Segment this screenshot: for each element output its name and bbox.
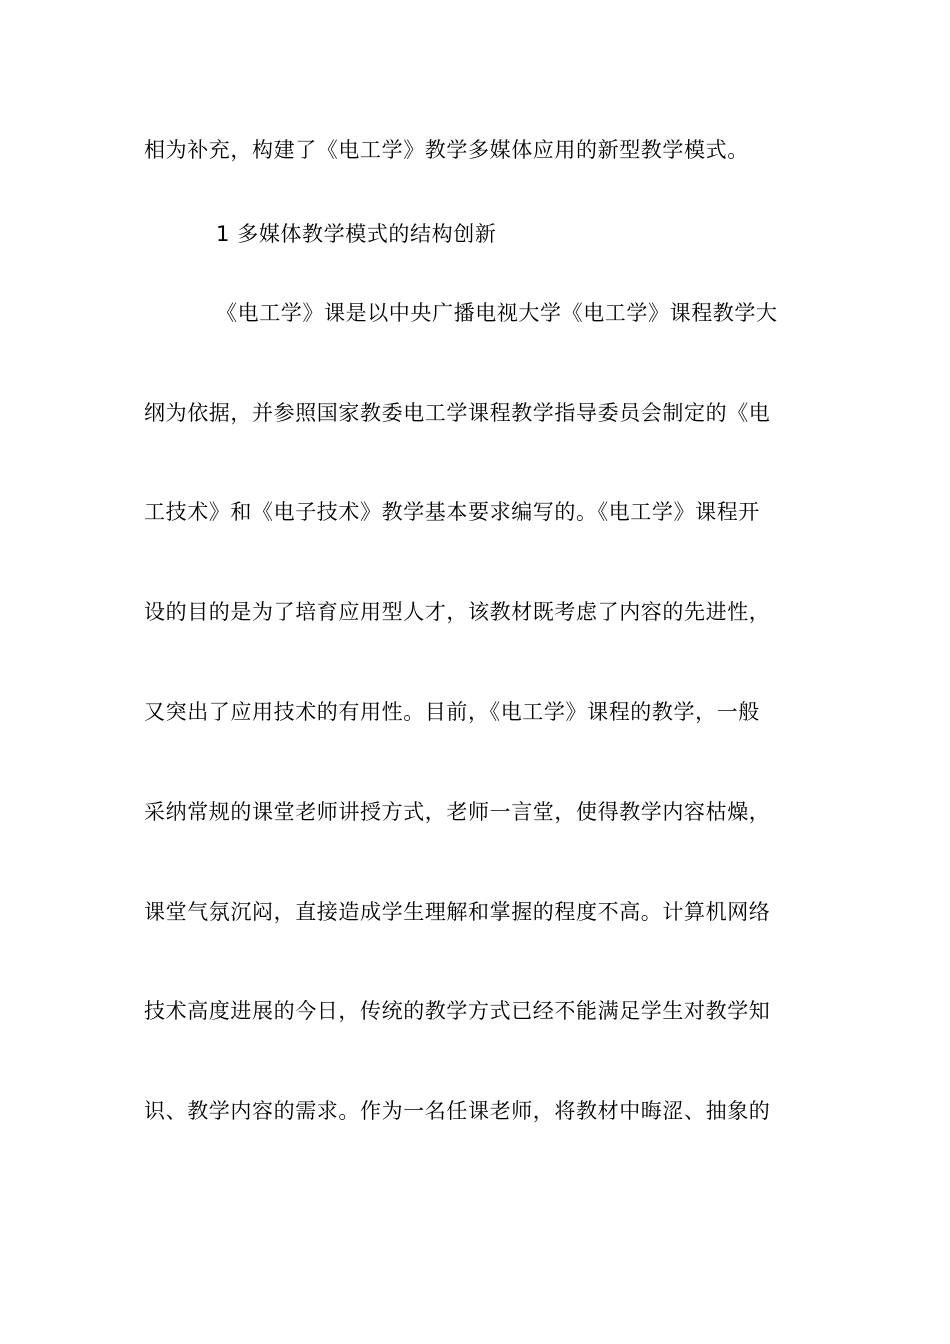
paragraph-line-7: 采纳常规的课堂老师讲授方式，老师一言堂，使得教学内容枯燥，	[144, 800, 771, 824]
section-heading: 1 多媒体教学模式的结构创新	[216, 222, 497, 246]
paragraph-line-9: 技术高度进展的今日，传统的教学方式已经不能满足学生对教学知	[144, 999, 771, 1023]
paragraph-line-4: 工技术》和《电子技术》教学基本要求编写的。《电工学》课程开	[144, 500, 760, 524]
paragraph-line-8: 课堂气氛沉闷，直接造成学生理解和掌握的程度不高。计算机网络	[144, 900, 771, 924]
paragraph-line-2: 《电工学》课是以中央广播电视大学《电工学》课程教学大	[216, 301, 778, 325]
paragraph-line-3: 纲为依据，并参照国家教委电工学课程教学指导委员会制定的《电	[144, 401, 771, 425]
paragraph-line-6: 又突出了应用技术的有用性。目前，《电工学》课程的教学，一般	[144, 700, 760, 724]
paragraph-line-10: 识、教学内容的需求。作为一名任课老师，将教材中晦涩、抽象的	[144, 1099, 771, 1123]
paragraph-line-1: 相为补充，构建了《电工学》教学多媒体应用的新型教学模式。	[144, 138, 749, 162]
paragraph-line-5: 设的目的是为了培育应用型人才，该教材既考虑了内容的先进性，	[144, 600, 771, 624]
